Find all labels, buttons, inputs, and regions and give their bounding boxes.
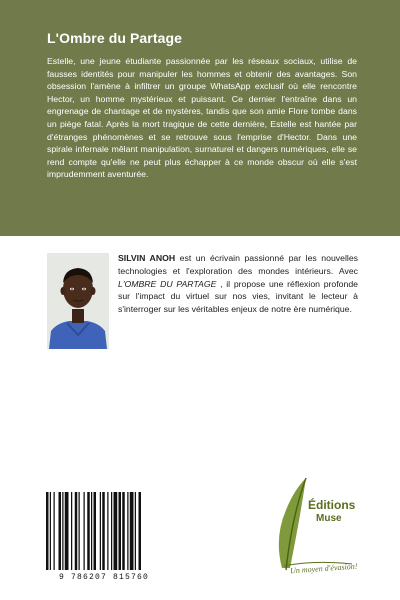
barcode-bar — [100, 492, 101, 570]
synopsis-text: Estelle, une jeune étudiante passionnée par les réseaux sociaux, utilise de fausses identités pour manipuler les hommes et obtenir des avantages. Son obsession l'amène à infiltrer un groupe WhatsApp exclusif où elle rencontre Hector, un homme mystérieux et puissant. Ce dernier l'entraîne dans un engrenage de chantage et de mystères, tandis que son amie Flore tombe dans un piège fatal. Après la mort tragique de cette dernière, Estelle est hantée par d'étranges phénomènes et se retrouve sous l'emprise d'Hector. Dans une spirale infernale mêlant manipulation, surnaturel et dangers numériques, elle se rend compte qu'elle ne peut plus échapper à ce monde obscur où elle s'est imprudemment aventurée. — [47, 56, 357, 180]
publisher-logo — [268, 468, 360, 578]
barcode-bars — [40, 490, 168, 574]
barcode-bar — [54, 492, 55, 570]
barcode-bar — [79, 492, 80, 570]
synopsis-band — [0, 0, 400, 236]
barcode-bar — [107, 492, 108, 570]
barcode-bar — [114, 492, 118, 570]
barcode-bar — [139, 492, 142, 570]
barcode-bar — [94, 492, 97, 570]
isbn-digits: 9 786207 815760 — [58, 573, 149, 582]
barcode-bar — [71, 492, 72, 570]
barcode-bar — [50, 492, 51, 570]
barcode-bar — [62, 492, 63, 570]
barcode-bar — [111, 492, 112, 570]
publisher-tagline: Un moyen d'évasion! — [289, 561, 358, 576]
barcode-bar — [135, 492, 136, 570]
author-name: SILVIN ANOH — [118, 253, 176, 263]
author-bio-book-title: L'OMBRE DU PARTAGE — [118, 278, 217, 289]
author-photo — [47, 253, 109, 349]
author-bio-part1: est un écrivain passionné par les nouvelles technologies et l'exploration des mondes intérieurs. Avec — [118, 253, 358, 276]
barcode-bar — [122, 492, 125, 570]
barcode-bar — [59, 492, 62, 570]
barcode-bar — [91, 492, 92, 570]
author-bio-part2: , il propose une réflexion profonde sur l'impact du virtuel sur nos vies, invitant le lecteur à s'interroger sur les véritables enjeux de notre ère numérique. — [118, 278, 359, 315]
publisher-name-line1: Éditions — [308, 498, 356, 512]
publisher-name-line2: Muse — [316, 513, 342, 524]
author-bio — [118, 252, 358, 316]
book-title: L'Ombre du Partage — [47, 30, 183, 46]
barcode-bar — [127, 492, 128, 570]
barcode-bar — [75, 492, 78, 570]
isbn-barcode — [40, 490, 168, 590]
barcode-bar — [65, 492, 69, 570]
barcode-bar — [130, 492, 134, 570]
barcode-bar — [84, 492, 85, 570]
barcode-bar — [119, 492, 122, 570]
barcode-bar — [87, 492, 90, 570]
barcode-bar — [102, 492, 105, 570]
barcode-bar — [46, 492, 49, 570]
